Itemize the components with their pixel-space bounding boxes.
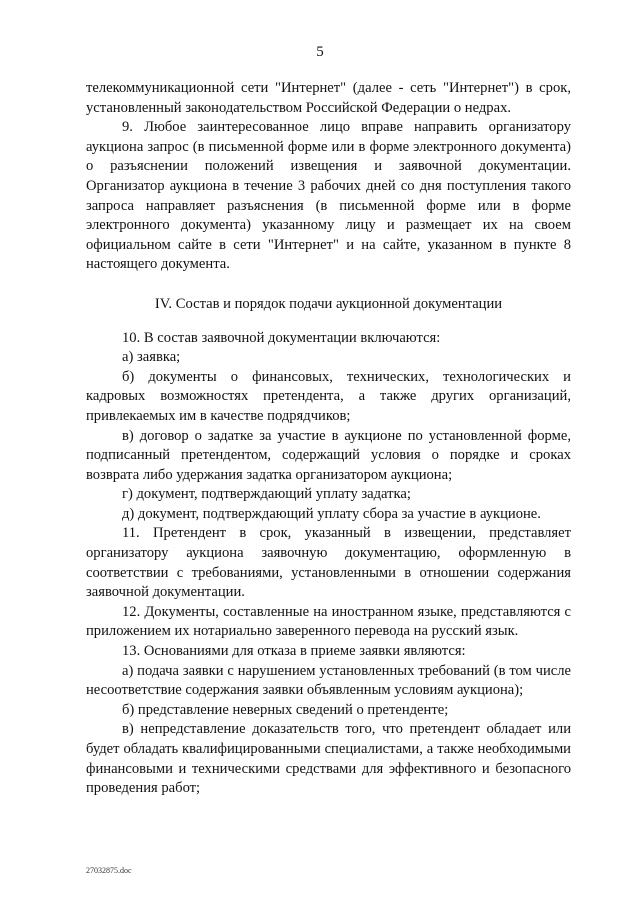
list-item-a: а) заявка; <box>122 349 181 366</box>
page-number: 5 <box>316 44 324 60</box>
section-heading: IV. Состав и порядок подачи аукционной документации <box>154 295 503 312</box>
list-item-b: б) документы о финансовых, технических, технологических и кадровых возможностях претендента, а также других организаций, привлекаемых им в качестве подрядчиков; <box>86 368 571 424</box>
footer-filename: 27032875.doc <box>86 866 132 875</box>
paragraph-continuation: телекоммуникационной сети "Интернет" (далее - сеть "Интернет") в срок, установленный законодательством Российской Федерации о недрах. <box>86 80 571 116</box>
list-item-v: в) договор о задатке за участие в аукционе по установленной форме, подписанный претендентом, содержащий условия о порядке и сроках возврата либо удержания задатка организатором аукциона; <box>86 427 571 483</box>
paragraph-13: 13. Основаниями для отказа в приеме заявки являются: <box>122 643 466 660</box>
spacer <box>86 275 571 285</box>
document-body <box>86 79 571 799</box>
list-item-g: г) документ, подтверждающий уплату задатка; <box>122 486 411 503</box>
list-item-a-2: а) подача заявки с нарушением установленных требований (в том числе несоответствие содержания заявки объявленным условиям аукциона); <box>86 662 571 699</box>
list-item-b-2: б) представление неверных сведений о претенденте; <box>122 701 449 718</box>
paragraph-10: 10. В состав заявочной документации включаются: <box>122 329 441 346</box>
paragraph-9: 9. Любое заинтересованное лицо вправе направить организатору аукциона запрос (в письменной форме или в форме электронного документа) о разъяснении положений извещения и заявочной документации. Организатор аукциона в течение 3 рабочих дней со дня поступления такого запроса направляет разъяснения (в письменной форме или в форме электронного документа) указанному лицу и размещает их на своем официальном сайте в сети "Интернет" и на сайте, указанном в пункте 8 настоящего документа. <box>86 119 571 273</box>
paragraph-12: 12. Документы, составленные на иностранном языке, представляются с приложением их нотариально заверенного перевода на русский язык. <box>86 603 571 640</box>
paragraph-11: 11. Претендент в срок, указанный в извещении, представляет организатору аукциона заявочную документацию, оформленную в соответствии с требованиями, установленными в отношении содержания заявочной документации. <box>86 525 571 601</box>
list-item-v-2: в) непредставление доказательств того, что претендент обладает или будет обладать квалифицированными специалистами, а также необходимыми финансовыми и техническими средствами для эффективного и безопасного проведения работ; <box>86 721 571 797</box>
list-item-d: д) документ, подтверждающий уплату сбора за участие в аукционе. <box>122 505 541 522</box>
